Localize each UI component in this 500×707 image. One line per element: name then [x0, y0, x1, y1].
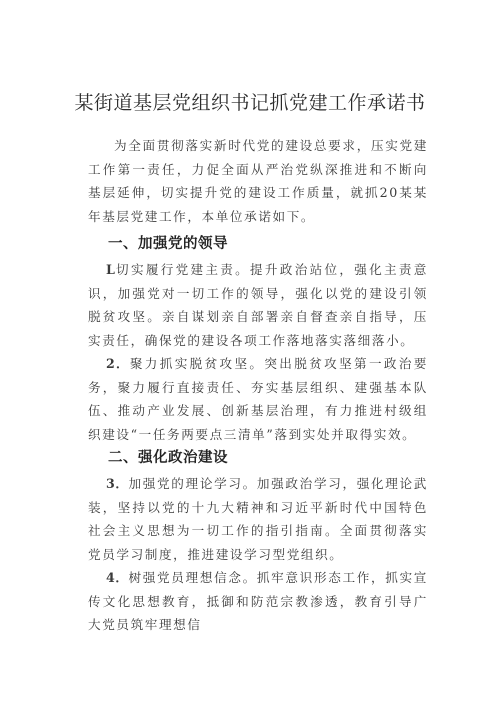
paragraph-text-1: 切实履行党建主责。提升政治站位，强化主责意识，加强党对一切工作的领导，强化以党的建设引领脱贫攻坚。亲自谋划亲自部署亲自督查亲自指导，压实责任，确保党的建设各项工作落地落实落细落小。 [88, 262, 428, 348]
paragraph-number-3: 3． [106, 476, 129, 491]
paragraph-1 [88, 258, 428, 352]
paragraph-number-4: 4． [106, 570, 129, 585]
paragraph-number-2: 2． [106, 356, 130, 371]
paragraph-number-1: L [106, 262, 116, 277]
section-heading-1: 一、加强党的领导 [108, 236, 228, 252]
paragraph-4 [88, 566, 428, 637]
intro-paragraph: 为全面贯彻落实新时代党的建设总要求，压实党建工作第一责任，力促全面从严治党纵深推进和不断向基层延伸，切实提升党的建设工作质量，就抓20某某年基层党建工作，本单位承诺如下。 [88, 138, 428, 224]
document-title: 某街道基层党组织书记抓党建工作承诺书 [74, 92, 426, 114]
paragraph-2 [88, 352, 428, 446]
paragraph-text-4: 树强党员理想信念。抓牢意识形态工作，抓实宣传文化思想教育，抵御和防范宗教渗透，教育引导广大党员筑牢理想信 [88, 570, 428, 632]
paragraph-text-2: 聚力抓实脱贫攻坚。突出脱贫攻坚第一政治要务，聚力履行直接责任、夯实基层组织、建强基本队伍、推动产业发展、创新基层治理，有力推进村级组织建设“一任务两要点三清单”落到实处并取得实效。 [88, 356, 428, 442]
section-heading-2: 二、强化政治建设 [108, 450, 228, 466]
paragraph-3 [88, 472, 428, 566]
paragraph-text-3: 加强党的理论学习。加强政治学习，强化理论武装，坚持以党的十九大精神和习近平新时代中国特色社会主义思想为一切工作的指引指南。全面贯彻落实党员学习制度，推进建设学习型党组织。 [88, 476, 428, 562]
